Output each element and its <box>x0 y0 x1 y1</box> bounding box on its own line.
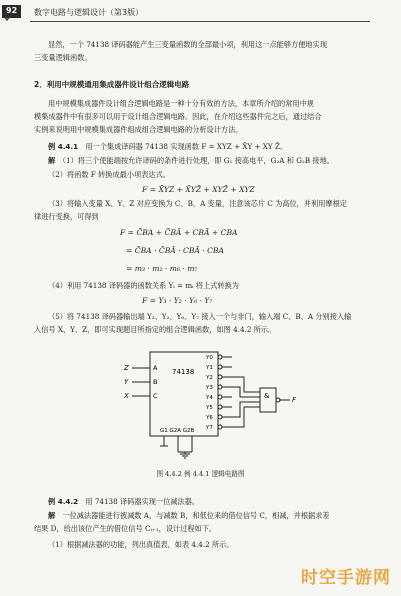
pin-y2: Y2 <box>206 375 213 381</box>
pin-y3: Y3 <box>206 385 213 391</box>
intro-line-2: 三变量逻辑函数。 <box>34 53 92 62</box>
example-2-line-1: 一位减法器能进行被减数 A，与减数 B，和低位来的借位信号 C，相减，并根据求差 <box>62 511 330 520</box>
enable-pins: G1 G2A G2B <box>160 428 195 434</box>
pin-y4: Y4 <box>206 395 213 401</box>
section-para-3: 实例来说明用中规模集成器件组成组合逻辑电路的分析设计方法。 <box>34 125 243 134</box>
pin-y7: Y7 <box>206 425 213 431</box>
example-2-line-2: 结果 D，给出该位产生的借位信号 Cᵢ₊₁，设计过程如下。 <box>34 524 217 533</box>
input-y: Y <box>124 378 129 386</box>
output-wires <box>222 357 260 427</box>
example-1-line <box>34 142 370 152</box>
input-x: X <box>124 392 129 400</box>
logic-circuit-diagram <box>120 350 300 460</box>
equation-3: = C̄BA · C̄BĀ · CBĀ · CBA <box>126 246 224 255</box>
chip-label: 74138 <box>172 368 195 376</box>
figure-caption: 图 4.4.2 例 4.4.1 逻辑电路图 <box>156 470 245 478</box>
pin-a: A <box>153 364 158 372</box>
example-1-step-3a: （3）将输入变量 X、Y、Z 对应变换为 C、B、A 变量，注意该芯片 C 为高位，并利用摩根定 <box>48 199 347 208</box>
example-2-text: 用 74138 译码器实现一位减法器。 <box>85 497 200 506</box>
intro-line-1: 显然，一个 74138 译码器能产生三变量函数的全部最小项，利用这一点能够方便地实现 <box>48 40 328 49</box>
page-number: 92 <box>2 5 21 18</box>
book-title: 数字电路与逻辑设计（第3版） <box>34 8 144 17</box>
nand-gate-symbol: & <box>264 392 270 400</box>
pin-y6: Y6 <box>206 415 213 421</box>
chevron-down-icon <box>2 14 12 22</box>
example-1-text: 用一个集成译码器 74138 实现函数 F = XYZ + X̄Y + XY Z̄。 <box>85 142 288 151</box>
example-1-step-5b: 入信号 X、Y、Z，即可实现题目所指定的组合逻辑函数，如图 4.4.2 所示。 <box>34 325 276 334</box>
ground-symbol <box>180 452 190 458</box>
pin-y1: Y1 <box>206 365 213 371</box>
solution-2-label: 解 <box>48 511 56 520</box>
section-para-2: 模集成器件中有很多可以用于设计组合逻辑电路。因此，在介绍这些器件完之后，通过结合 <box>34 112 322 121</box>
example-1-step-3b: 律进行变换，可得到 <box>34 212 99 221</box>
output-bubbles <box>218 355 222 429</box>
example-1-step-1: （1）将三个使能端按允许译码的条件进行处理，即 G₁ 接高电平，G₂A 和 G₂B 接地。 <box>62 156 334 165</box>
section-heading: 2．利用中规模通用集成器件设计组合逻辑电路 <box>34 80 190 89</box>
example-1-step-1-line <box>34 156 370 166</box>
equation-2: F = C̄BA + C̄BĀ + CBĀ + CBA <box>120 228 238 237</box>
pin-y5: Y5 <box>206 405 213 411</box>
equation-1: F = X̄YZ + X̄YZ̄ + XYZ̄ + XYZ <box>142 185 255 194</box>
watermark-logo: 时空手游网 <box>301 568 391 589</box>
equation-5: F = Y₃ · Y₂ · Y₆ · Y₇ <box>142 296 213 305</box>
output-f: F <box>292 396 297 404</box>
nand-output-bubble <box>276 398 280 402</box>
pin-b: B <box>153 378 158 386</box>
output-pin-labels <box>205 355 213 431</box>
enable-wires <box>164 436 192 452</box>
equation-4: = m₃ · m₂ · m₆ · m₇ <box>126 264 198 273</box>
example-1-step-2: （2）将函数 F 转换成最小项表达式。 <box>48 170 170 179</box>
header-rule <box>30 21 370 22</box>
input-z: Z <box>124 364 129 372</box>
solution-1-label: 解 <box>48 156 56 165</box>
pin-y0: Y0 <box>206 355 213 361</box>
example-1-step-4: （4）利用 74138 译码器的函数关系 Yᵢ = mᵢ 将上式转换为 <box>48 281 239 290</box>
example-2-label: 例 4.4.2 <box>48 497 79 506</box>
example-2-solution-line <box>34 511 370 521</box>
example-1-label: 例 4.4.1 <box>48 142 79 151</box>
input-wires <box>132 368 150 396</box>
example-1-step-5a: （5）将 74138 译码器输出端 Y₃、Y₂、Y₆、Y₇ 接入一个与非门，输入端 C、B、A 分别接入输 <box>48 312 352 321</box>
section-para-1: 用中规模集成器件设计组合逻辑电路是一种十分有效的方法，本章所介绍的常用中规 <box>48 99 314 108</box>
page-header <box>0 0 401 24</box>
example-2-line <box>34 497 370 507</box>
pin-c: C <box>153 392 158 400</box>
example-2-line-3: （1）根据减法器的功能，列出真值表，如表 4.4.2 所示。 <box>48 540 234 549</box>
